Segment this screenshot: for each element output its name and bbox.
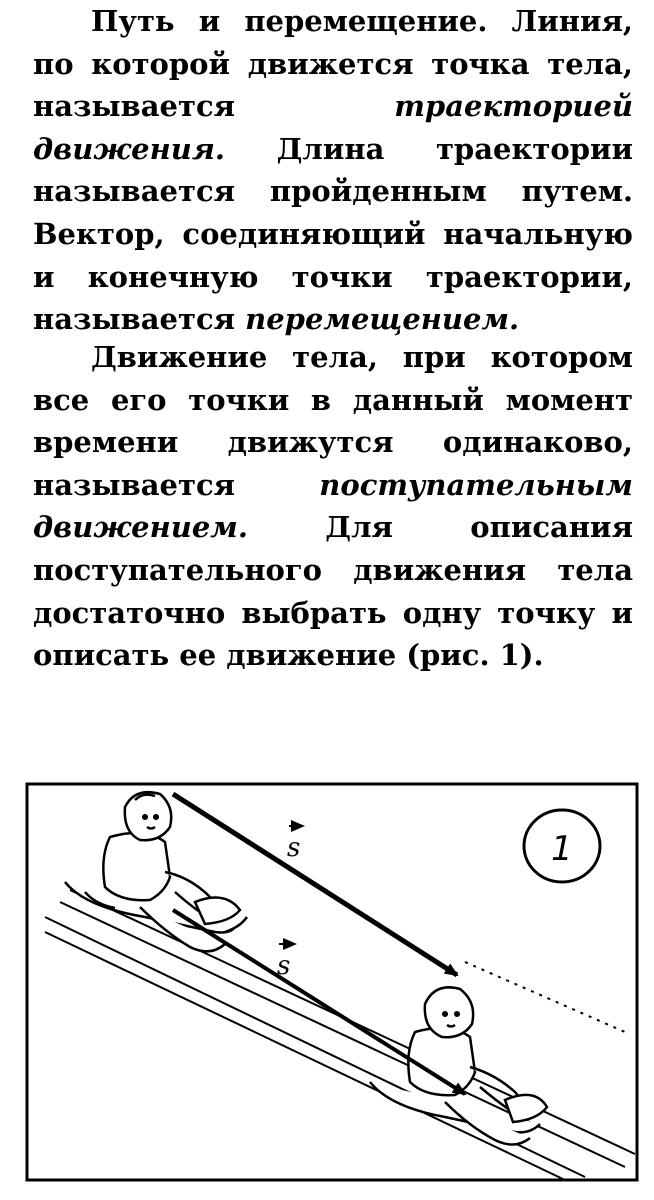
text-run: Для описания поступательного движения тела достаточно выбрать одну точку и описать ее движение (рис. 1). bbox=[33, 510, 633, 673]
text-run: Путь и перемещение. bbox=[91, 4, 488, 38]
text-run: Линия, по которой движется точка тела, называется bbox=[33, 4, 633, 124]
slope-lines bbox=[45, 890, 635, 1180]
text-run: Движение тела, при котором все его точки в данный момент времени движутся одинаково, называется bbox=[33, 340, 633, 502]
figure-number: 1 bbox=[551, 829, 573, 869]
paragraph-translational-motion bbox=[33, 336, 633, 677]
emphasized-term: поступательным движением. bbox=[33, 467, 633, 545]
emphasized-term: перемещением. bbox=[245, 302, 520, 337]
vector-label-upper bbox=[287, 826, 303, 863]
displacement-vector-lower bbox=[173, 910, 465, 1094]
svg-text:s: s bbox=[287, 833, 301, 863]
vector-label-lower bbox=[277, 944, 295, 981]
paragraph-path-and-displacement bbox=[33, 0, 633, 341]
emphasized-term: траекторией движения. bbox=[33, 89, 633, 166]
child-on-sled-start bbox=[65, 792, 247, 951]
child-on-sled-end bbox=[370, 987, 547, 1144]
svg-text:s: s bbox=[277, 951, 291, 981]
text-run: Длина траектории называется пройденным путем. Вектор, соединяющий начальную и конечную точки траектории, называется bbox=[33, 131, 633, 337]
figure-1-sled-illustration bbox=[25, 782, 639, 1182]
figure-number-badge bbox=[524, 810, 600, 882]
